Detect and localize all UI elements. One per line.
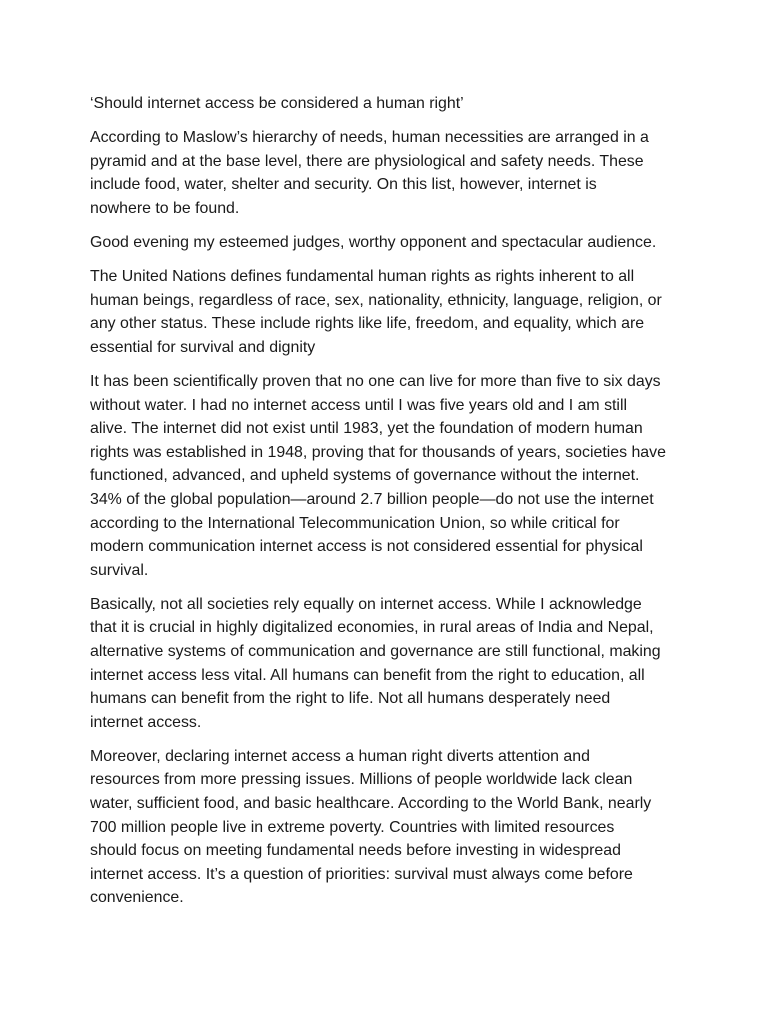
paragraph-1 — [90, 126, 680, 220]
paragraph-line: internet access. — [90, 713, 202, 731]
paragraph-line: survival. — [90, 561, 149, 579]
paragraph-5 — [90, 593, 680, 735]
document-body — [90, 92, 680, 921]
paragraph-line: without water. I had no internet access until I was five years old and I am still — [90, 396, 628, 414]
paragraph-line: resources from more pressing issues. Millions of people worldwide lack clean — [90, 771, 633, 789]
document-title — [90, 92, 680, 116]
paragraph-line: nowhere to be found. — [90, 199, 240, 217]
paragraph-6 — [90, 745, 680, 910]
title-line: ‘Should internet access be considered a human right’ — [90, 95, 464, 112]
paragraph-line: It has been scientifically proven that no one can live for more than five to six days — [90, 372, 661, 390]
paragraph-line: pyramid and at the base level, there are physiological and safety needs. These — [90, 152, 644, 170]
paragraph-line: include food, water, shelter and security. On this list, however, internet is — [90, 176, 597, 194]
paragraph-line: according to the International Telecommunication Union, so while critical for — [90, 514, 620, 532]
paragraph-line: internet access less vital. All humans can benefit from the right to education, all — [90, 666, 645, 684]
paragraph-line: modern communication internet access is not considered essential for physical — [90, 538, 643, 556]
paragraph-line: water, sufficient food, and basic healthcare. According to the World Bank, nearly — [90, 795, 652, 813]
paragraph-line: 34% of the global population—around 2.7 billion people—do not use the internet — [90, 490, 654, 508]
paragraph-line: essential for survival and dignity — [90, 338, 316, 356]
paragraph-3 — [90, 265, 680, 359]
paragraph-line: any other status. These include rights like life, freedom, and equality, which are — [90, 315, 645, 333]
paragraph-list — [90, 126, 680, 910]
paragraph-line: alive. The internet did not exist until 1983, yet the foundation of modern human — [90, 420, 643, 438]
paragraph-line: rights was established in 1948, proving that for thousands of years, societies have — [90, 443, 666, 461]
paragraph-line: functioned, advanced, and upheld systems of governance without the internet. — [90, 467, 640, 485]
paragraph-line: humans can benefit from the right to life. Not all humans desperately need — [90, 690, 611, 708]
paragraph-line: Good evening my esteemed judges, worthy opponent and spectacular audience. — [90, 233, 657, 251]
paragraph-line: According to Maslow’s hierarchy of needs, human necessities are arranged in a — [90, 129, 649, 147]
paragraph-4 — [90, 370, 680, 582]
paragraph-line: Basically, not all societies rely equally on internet access. While I acknowledge — [90, 595, 642, 613]
paragraph-line: alternative systems of communication and governance are still functional, making — [90, 642, 661, 660]
paragraph-line: human beings, regardless of race, sex, nationality, ethnicity, language, religion, or — [90, 291, 662, 309]
paragraph-line: internet access. It’s a question of priorities: survival must always come before — [90, 865, 633, 883]
paragraph-2 — [90, 231, 680, 255]
paragraph-line: 700 million people live in extreme poverty. Countries with limited resources — [90, 818, 615, 836]
paragraph-line: that it is crucial in highly digitalized economies, in rural areas of India and Nepal, — [90, 619, 654, 637]
paragraph-line: Moreover, declaring internet access a human right diverts attention and — [90, 747, 590, 765]
paragraph-line: convenience. — [90, 889, 184, 907]
paragraph-line: The United Nations defines fundamental human rights as rights inherent to all — [90, 268, 635, 286]
paragraph-line: should focus on meeting fundamental needs before investing in widespread — [90, 842, 621, 860]
